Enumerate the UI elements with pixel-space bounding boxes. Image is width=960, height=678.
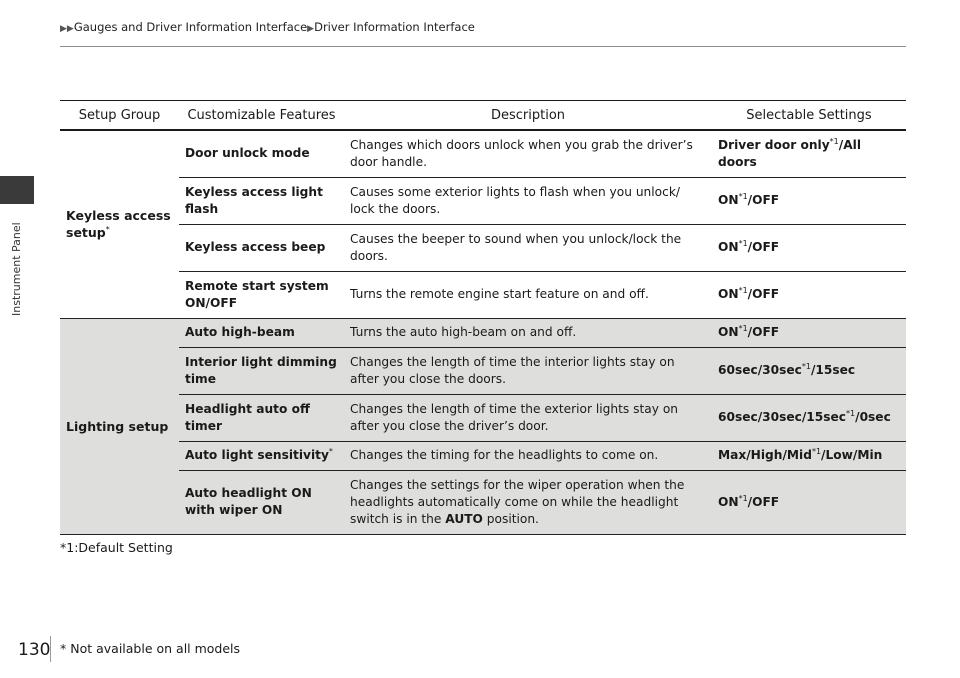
selectable-settings: $60\sec/30\sec^{*1}/15\sec$ [712, 347, 906, 394]
table-row [60, 318, 906, 347]
feature-name: Keyless access light flash [179, 177, 344, 224]
settings-table [60, 100, 906, 535]
col-header-description: Description [344, 101, 712, 131]
auto-switch-label: AUTO [445, 511, 483, 526]
selectable-settings: ON$^{*1}$/OFF [712, 271, 906, 318]
feature-name: Keyless access beep [179, 224, 344, 271]
feature-description: Turns the remote engine start feature on and off. [344, 271, 712, 318]
feature-name: Auto high-beam [179, 318, 344, 347]
selectable-settings: ON$^{*1}$/OFF [712, 318, 906, 347]
selectable-settings: Driver door only$^{*1}$/All doors [712, 130, 906, 177]
feature-description: Changes the settings for the wiper operation when the headlights automatically come on while the headlight switch is in the AUTO position. [344, 470, 712, 534]
availability-star: * [105, 225, 110, 235]
table-row [60, 441, 906, 470]
table-row [60, 470, 906, 534]
feature-name: Door unlock mode [179, 130, 344, 177]
breadcrumb [60, 20, 475, 34]
feature-name: Interior light dimming time [179, 347, 344, 394]
group-label: Lighting setup [66, 418, 169, 434]
selectable-settings: ON$^{*1}$/OFF [712, 224, 906, 271]
selectable-settings: ON$^{*1}$/OFF [712, 470, 906, 534]
selectable-settings: $60\sec/30\sec/15\sec^{*1}/0\sec$ [712, 394, 906, 441]
feature-description: Causes some exterior lights to flash when you unlock/ lock the doors. [344, 177, 712, 224]
feature-description: Turns the auto high-beam on and off. [344, 318, 712, 347]
feature-name: Auto headlight ON with wiper ON [179, 470, 344, 534]
table-row [60, 177, 906, 224]
availability-star: * [328, 447, 333, 456]
feature-name: Remote start system ON/OFF [179, 271, 344, 318]
table-row [60, 271, 906, 318]
table-row [60, 394, 906, 441]
group-cell-lighting [60, 318, 179, 534]
availability-note: * Not available on all models [60, 641, 241, 656]
selectable-settings: Max/High/Mid$^{*1}$/Low/Min [712, 441, 906, 470]
page-number-divider [50, 636, 51, 662]
page-number: 130 [18, 640, 51, 660]
side-section-label: Instrument Panel [10, 222, 23, 316]
col-header-settings: Selectable Settings [712, 101, 906, 131]
feature-name-cell [179, 441, 344, 470]
feature-description: Changes the timing for the headlights to come on. [344, 441, 712, 470]
breadcrumb-arrow-icon: ▶ [307, 24, 315, 34]
breadcrumb-section[interactable]: Gauges and Driver Information Interface [73, 20, 308, 34]
header-divider [60, 46, 906, 47]
feature-description: Changes the length of time the interior lights stay on after you close the doors. [344, 347, 712, 394]
table-row [60, 224, 906, 271]
default-setting-footnote: *1:Default Setting [60, 540, 173, 555]
col-header-setup-group: Setup Group [60, 101, 179, 131]
breadcrumb-subsection[interactable]: Driver Information Interface [314, 20, 475, 34]
feature-description: Changes which doors unlock when you grab the driver’s door handle. [344, 130, 712, 177]
table-header-row [60, 101, 906, 131]
group-cell-keyless [60, 130, 179, 318]
feature-name: Headlight auto off timer [179, 394, 344, 441]
table-row [60, 130, 906, 177]
feature-description: Changes the length of time the exterior lights stay on after you close the driver’s door. [344, 394, 712, 441]
feature-name: Auto light sensitivity [185, 448, 329, 462]
feature-description: Causes the beeper to sound when you unlock/lock the doors. [344, 224, 712, 271]
group-label: Keyless access setup [66, 208, 171, 241]
col-header-features: Customizable Features [179, 101, 344, 131]
section-tab-marker [0, 176, 34, 204]
breadcrumb-arrow-icon: ▶▶ [60, 24, 74, 34]
table-row [60, 347, 906, 394]
selectable-settings: ON$^{*1}$/OFF [712, 177, 906, 224]
